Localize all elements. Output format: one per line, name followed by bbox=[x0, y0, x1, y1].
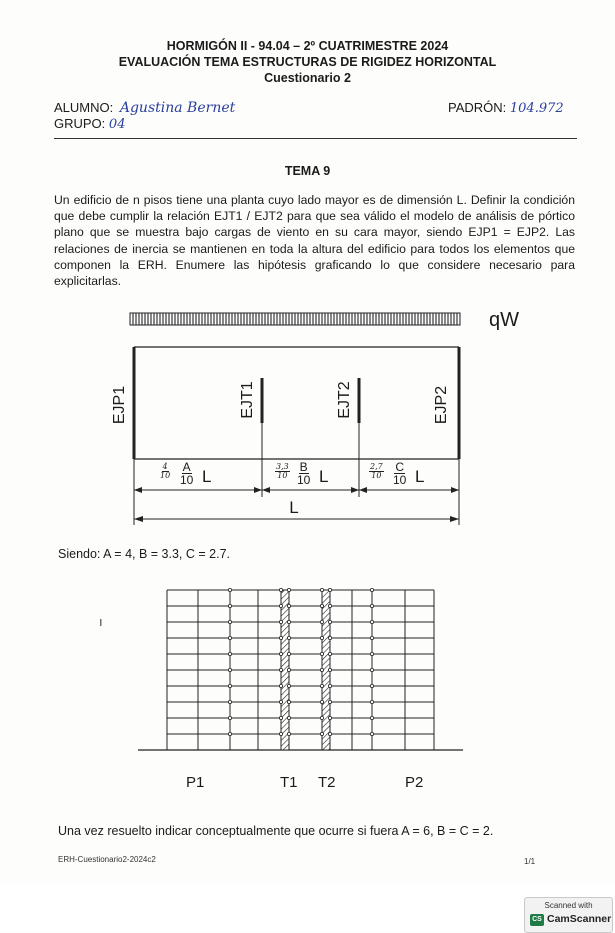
hinge-node bbox=[287, 652, 290, 655]
hinge-node bbox=[320, 684, 323, 687]
hinge-node bbox=[279, 604, 282, 607]
hinge-node bbox=[279, 620, 282, 623]
hinge-node bbox=[370, 588, 373, 591]
hinge-node bbox=[228, 636, 231, 639]
hinge-node bbox=[328, 668, 331, 671]
hinge-node bbox=[228, 620, 231, 623]
hinge-node bbox=[328, 620, 331, 623]
hinge-node bbox=[228, 668, 231, 671]
frame-label-p1: P1 bbox=[186, 774, 205, 791]
segment-b-den: 10 bbox=[297, 473, 311, 487]
hinge-node bbox=[320, 668, 323, 671]
hinge-node bbox=[287, 620, 290, 623]
hinge-node bbox=[228, 588, 231, 591]
segment-c-unit: L bbox=[415, 467, 425, 486]
hinge-node bbox=[370, 668, 373, 671]
frame-lines bbox=[167, 590, 434, 750]
hinge-node bbox=[320, 716, 323, 719]
hinge-node bbox=[287, 636, 290, 639]
segment-a-unit: L bbox=[202, 467, 212, 486]
hinge-node bbox=[320, 620, 323, 623]
frame-label-t2: T2 bbox=[318, 774, 336, 791]
segment-c-hand-num: 2,7 bbox=[370, 462, 383, 471]
frame-label-p2: P2 bbox=[405, 774, 424, 791]
hinge-node bbox=[370, 652, 373, 655]
wind-load-label: qW bbox=[489, 309, 519, 331]
hinge-node bbox=[328, 652, 331, 655]
hinge-node bbox=[320, 636, 323, 639]
hinge-node bbox=[279, 716, 282, 719]
wall-label-ejp1: EJP1 bbox=[111, 385, 128, 425]
camscanner-badge bbox=[524, 897, 613, 933]
hinge-node bbox=[328, 588, 331, 591]
padron-label: PADRÓN: bbox=[448, 100, 507, 115]
header-line-2: EVALUACIÓN TEMA ESTRUCTURAS DE RIGIDEZ HORIZONTAL bbox=[118, 55, 497, 69]
values-line: Siendo: A = 4, B = 3.3, C = 2.7. bbox=[58, 547, 230, 561]
hinge-node bbox=[287, 588, 290, 591]
hinge-node bbox=[228, 684, 231, 687]
hinge-node bbox=[228, 604, 231, 607]
plan-diagram bbox=[0, 300, 615, 530]
segment-a-den: 10 bbox=[180, 473, 194, 487]
segment-a-num: A bbox=[182, 460, 191, 474]
stray-mark: ı bbox=[99, 614, 103, 629]
hinge-node bbox=[228, 700, 231, 703]
hinge-node bbox=[287, 684, 290, 687]
footer-page: 1/1 bbox=[524, 857, 536, 866]
elevation-frame-diagram bbox=[0, 580, 615, 760]
segment-b-hand-num: 3,3 bbox=[276, 462, 289, 471]
hinge-node bbox=[279, 636, 282, 639]
hinge-node bbox=[328, 716, 331, 719]
question-text: Un edificio de n pisos tiene una planta cuyo lado mayor es de dimensión L. Definir la condición que debe cumplir la relación EJT1 / EJT2 para que sea válido el modelo de análisis de pórtico plano que se muestra bajo cargas de viento en su cara mayor, siendo EJP1 = EJP2. Las relaciones de inercia se mantienen en toda la altura del edificio para todos los elementos que componen la ERH. Enumere las hipótesis graficando lo que considere necesario para explicitarlas. bbox=[54, 193, 575, 289]
wall-label-ejt2: EJT2 bbox=[336, 381, 353, 419]
hinge-node bbox=[287, 668, 290, 671]
segment-c-hand-den: 10 bbox=[371, 471, 382, 480]
alumno-row bbox=[54, 100, 235, 116]
wall-label-ejp2: EJP2 bbox=[433, 385, 450, 425]
header-line-1: HORMIGÓN II - 94.04 – 2º CUATRIMESTRE 2024 bbox=[166, 39, 449, 53]
footer-code: ERH-Cuestionario2-2024c2 bbox=[58, 855, 156, 864]
camscanner-brand: CamScanner bbox=[547, 913, 612, 925]
wall-label-ejt1: EJT1 bbox=[239, 381, 256, 419]
hinge-node bbox=[328, 732, 331, 735]
hinge-node bbox=[320, 604, 323, 607]
hinge-node bbox=[328, 604, 331, 607]
frame-label-t1: T1 bbox=[280, 774, 298, 791]
hinge-node bbox=[328, 636, 331, 639]
header-divider bbox=[54, 138, 577, 139]
hinge-node bbox=[279, 684, 282, 687]
header-line-3: Cuestionario 2 bbox=[264, 71, 351, 85]
segment-a-hand-num: 4 bbox=[162, 462, 168, 471]
alumno-value: Agustina Bernet bbox=[119, 100, 236, 116]
segment-c-num: C bbox=[395, 460, 405, 474]
padron-row bbox=[448, 100, 564, 116]
hinge-node bbox=[370, 620, 373, 623]
hinge-node bbox=[370, 684, 373, 687]
hinge-node bbox=[279, 588, 282, 591]
hinge-node bbox=[370, 716, 373, 719]
grupo-label: GRUPO: bbox=[54, 116, 106, 131]
tema-title: TEMA 9 bbox=[284, 164, 331, 178]
final-question: Una vez resuelto indicar conceptualmente que ocurre si fuera A = 6, B = C = 2. bbox=[58, 824, 494, 838]
hinge-node bbox=[279, 668, 282, 671]
segment-b-num: B bbox=[299, 460, 308, 474]
hinge-node bbox=[320, 652, 323, 655]
hinge-node bbox=[287, 732, 290, 735]
hinge-node bbox=[279, 700, 282, 703]
hinge-node bbox=[328, 700, 331, 703]
scan-band bbox=[0, 884, 615, 932]
hinge-node bbox=[228, 652, 231, 655]
hinge-node bbox=[328, 684, 331, 687]
total-length-label: L bbox=[289, 498, 299, 517]
hinge-node bbox=[320, 732, 323, 735]
hinge-node bbox=[228, 716, 231, 719]
grupo-row bbox=[54, 116, 125, 132]
hinge-node bbox=[370, 604, 373, 607]
camscanner-logo-icon: CS bbox=[530, 914, 544, 926]
hinge-node bbox=[287, 716, 290, 719]
hinge-node bbox=[279, 652, 282, 655]
padron-value: 104.972 bbox=[509, 101, 564, 116]
segment-b-unit: L bbox=[319, 467, 329, 486]
hinge-node bbox=[228, 732, 231, 735]
camscanner-caption: Scanned with bbox=[544, 901, 593, 910]
hinge-node bbox=[370, 636, 373, 639]
wind-load-band bbox=[130, 313, 460, 325]
grupo-value: 04 bbox=[108, 117, 126, 132]
hinge-node bbox=[320, 700, 323, 703]
hinge-node bbox=[287, 700, 290, 703]
hinge-node bbox=[370, 732, 373, 735]
segment-b-hand-den: 10 bbox=[277, 471, 288, 480]
hinge-node bbox=[287, 604, 290, 607]
segment-c-den: 10 bbox=[393, 473, 407, 487]
hinge-node bbox=[279, 732, 282, 735]
alumno-label: ALUMNO: bbox=[54, 100, 114, 115]
hinge-node bbox=[320, 588, 323, 591]
hinge-node bbox=[370, 700, 373, 703]
segment-a-hand-den: 10 bbox=[160, 471, 171, 480]
